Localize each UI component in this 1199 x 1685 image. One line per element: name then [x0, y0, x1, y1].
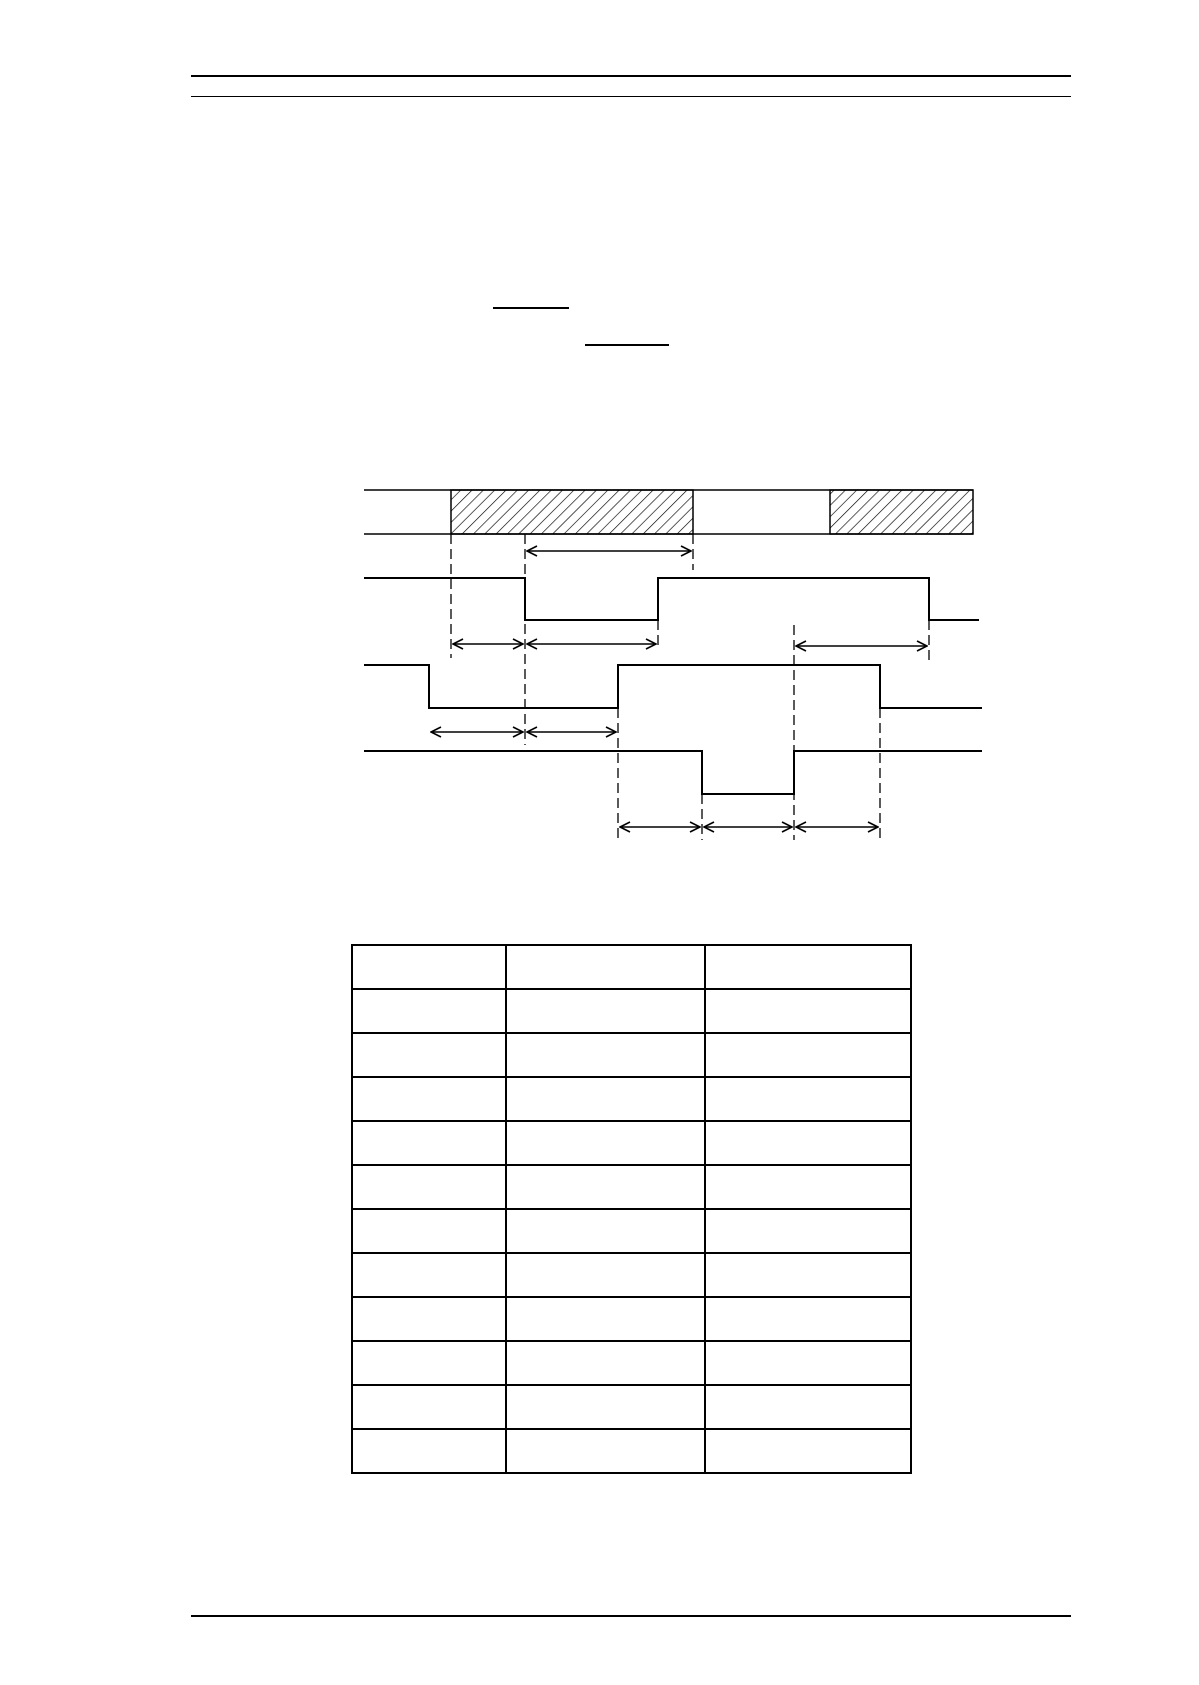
table-cell — [705, 1297, 911, 1341]
table-row — [352, 1253, 911, 1297]
footer-rule — [191, 1615, 1071, 1617]
table-cell — [705, 1341, 911, 1385]
table-cell — [352, 1253, 506, 1297]
table-cell — [506, 1341, 705, 1385]
table-cell — [506, 989, 705, 1033]
timing-table-body — [352, 945, 911, 1473]
table-row — [352, 945, 911, 989]
table-cell — [506, 1077, 705, 1121]
table-cell — [506, 1121, 705, 1165]
table-cell — [506, 945, 705, 989]
hatched-region — [830, 490, 973, 534]
table-row — [352, 1165, 911, 1209]
table-row — [352, 989, 911, 1033]
table-row — [352, 1209, 911, 1253]
table-cell — [352, 1033, 506, 1077]
table-cell — [352, 945, 506, 989]
table-cell — [506, 1253, 705, 1297]
table-cell — [705, 1033, 911, 1077]
table-cell — [352, 989, 506, 1033]
table-row — [352, 1341, 911, 1385]
table-cell — [705, 1165, 911, 1209]
reference-lines — [451, 534, 929, 840]
table-cell — [352, 1077, 506, 1121]
busy-signal — [364, 665, 982, 708]
table-row — [352, 1429, 911, 1473]
table-cell — [352, 1429, 506, 1473]
table-row — [352, 1121, 911, 1165]
table-cell — [705, 1253, 911, 1297]
bus-signal — [364, 490, 973, 534]
table-cell — [352, 1341, 506, 1385]
table-cell — [506, 1209, 705, 1253]
table-row — [352, 1297, 911, 1341]
table-cell — [705, 1121, 911, 1165]
acknowledge-signal — [364, 751, 982, 794]
table-cell — [506, 1165, 705, 1209]
table-cell — [705, 945, 911, 989]
table-cell — [506, 1385, 705, 1429]
timing-table — [351, 944, 912, 1474]
table-cell — [705, 1209, 911, 1253]
timing-arrows — [431, 551, 927, 827]
table-cell — [705, 989, 911, 1033]
table-cell — [506, 1297, 705, 1341]
table-cell — [352, 1165, 506, 1209]
table-cell — [352, 1297, 506, 1341]
table-cell — [352, 1209, 506, 1253]
table-cell — [705, 1429, 911, 1473]
table-row — [352, 1385, 911, 1429]
table-row — [352, 1077, 911, 1121]
table-cell — [352, 1121, 506, 1165]
table-cell — [705, 1385, 911, 1429]
table-row — [352, 1033, 911, 1077]
hatched-region — [451, 490, 693, 534]
strobe-signal — [364, 578, 979, 620]
table-cell — [352, 1385, 506, 1429]
table-cell — [705, 1077, 911, 1121]
table-cell — [506, 1033, 705, 1077]
table-cell — [506, 1429, 705, 1473]
